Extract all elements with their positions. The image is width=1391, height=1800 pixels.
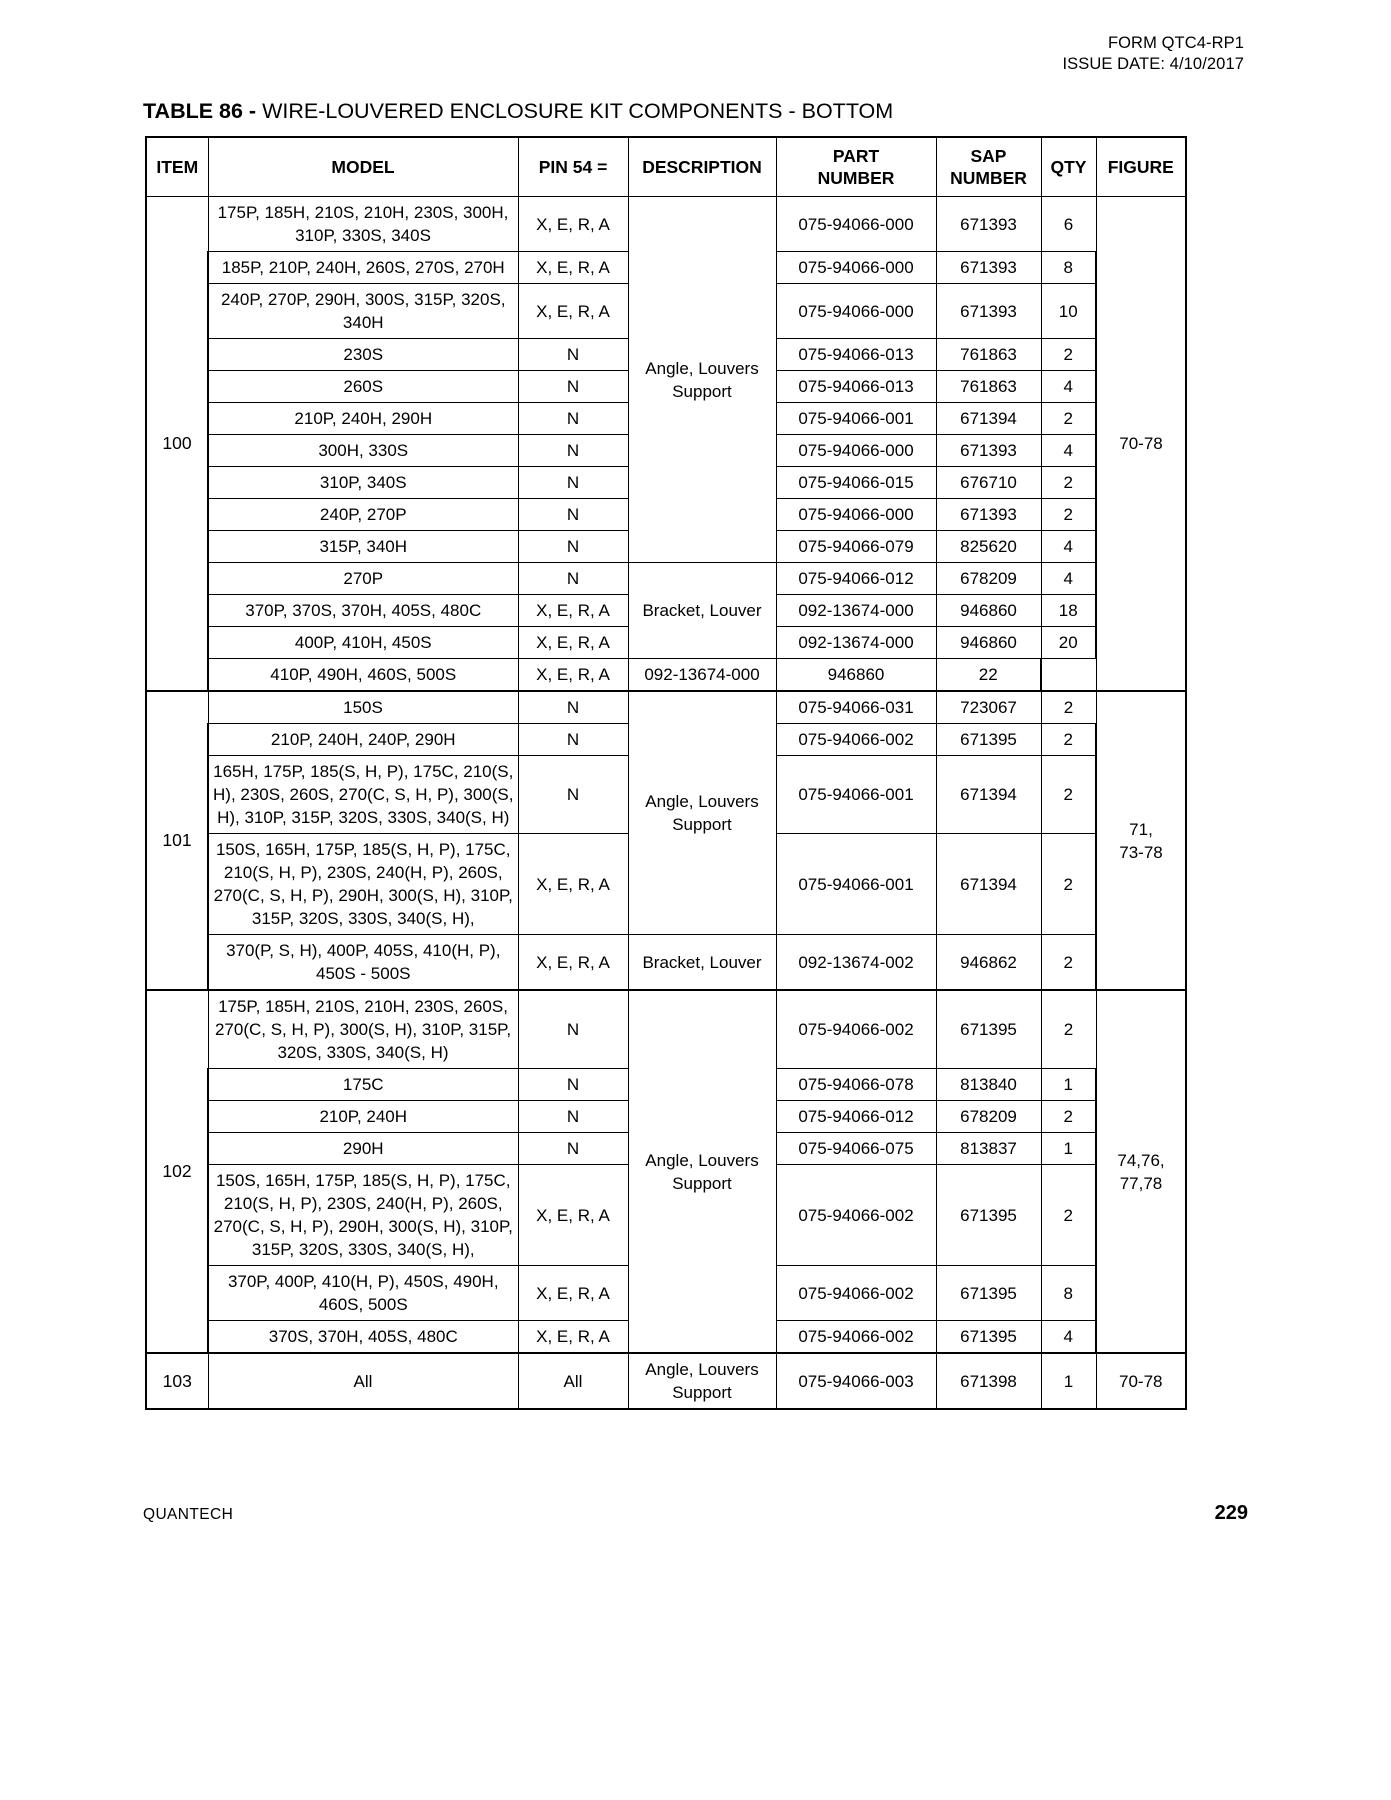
table-row: [146, 659, 1186, 692]
cell-pin54: X, E, R, A: [518, 1321, 628, 1354]
issue-date: ISSUE DATE: 4/10/2017: [1062, 55, 1244, 73]
table-row: [146, 197, 1186, 252]
cell-part-number: 075-94066-002: [776, 724, 936, 756]
cell-sap-number: 678209: [936, 1101, 1041, 1133]
cell-pin54: X, E, R, A: [518, 627, 628, 659]
cell-pin54: N: [518, 499, 628, 531]
column-header-qty: QTY: [1041, 137, 1096, 197]
cell-sap-number: 761863: [936, 339, 1041, 371]
cell-sap-number: 761863: [936, 371, 1041, 403]
cell-sap-number: 671395: [936, 724, 1041, 756]
form-number: FORM QTC4-RP1: [1107, 34, 1244, 52]
figure-line: 71,: [1129, 819, 1153, 839]
page-footer: [143, 1502, 1248, 1525]
parts-table: [145, 136, 1187, 1410]
figure-line: 70-78: [1119, 434, 1163, 453]
cell-sap-number: 676710: [936, 467, 1041, 499]
cell-model: 260S: [208, 371, 518, 403]
cell-model: 175C: [208, 1069, 518, 1101]
cell-part-number: 075-94066-003: [776, 1353, 936, 1409]
cell-part-number: 075-94066-015: [776, 467, 936, 499]
table-row: [146, 1353, 1186, 1409]
cell-model: 410P, 490H, 460S, 500S: [208, 659, 518, 692]
cell-sap-number: 671395: [936, 1266, 1041, 1321]
cell-item: 102: [146, 990, 208, 1353]
cell-qty: 8: [1041, 1266, 1096, 1321]
cell-sap-number: 671393: [936, 252, 1041, 284]
cell-sap-number: 946860: [936, 595, 1041, 627]
cell-part-number: 075-94066-000: [776, 284, 936, 339]
table-body: [146, 197, 1186, 1410]
cell-part-number: 075-94066-000: [776, 499, 936, 531]
cell-qty: 2: [1041, 467, 1096, 499]
cell-part-number: 075-94066-000: [776, 197, 936, 252]
cell-part-number: 075-94066-078: [776, 1069, 936, 1101]
cell-pin54: N: [518, 1133, 628, 1165]
cell-part-number: 075-94066-001: [776, 756, 936, 834]
cell-model: 300H, 330S: [208, 435, 518, 467]
cell-part-number: 075-94066-012: [776, 563, 936, 595]
cell-qty: 6: [1041, 197, 1096, 252]
cell-figure: [1096, 691, 1186, 990]
figure-line: 77,78: [1119, 1173, 1163, 1193]
cell-model: 210P, 240H, 240P, 290H: [208, 724, 518, 756]
cell-part-number: 075-94066-000: [776, 252, 936, 284]
cell-qty: 4: [1041, 435, 1096, 467]
document-header: [1062, 33, 1244, 75]
cell-sap-number: 671394: [936, 834, 1041, 935]
cell-model: 310P, 340S: [208, 467, 518, 499]
cell-pin54: All: [518, 1353, 628, 1409]
cell-model: 175P, 185H, 210S, 210H, 230S, 300H, 310P, 330S, 340S: [208, 197, 518, 252]
cell-qty: 2: [1041, 935, 1096, 991]
cell-sap-number: 825620: [936, 531, 1041, 563]
cell-pin54: N: [518, 339, 628, 371]
cell-sap-number: 671398: [936, 1353, 1041, 1409]
cell-figure: [1096, 1353, 1186, 1409]
table-header-row: [146, 137, 1186, 197]
parts-table-container: [145, 136, 1174, 1410]
cell-part-number: 092-13674-000: [776, 595, 936, 627]
cell-pin54: N: [518, 691, 628, 724]
cell-part-number: 092-13674-002: [776, 935, 936, 991]
cell-qty: 2: [1041, 339, 1096, 371]
cell-description: Bracket, Louver: [628, 563, 776, 659]
cell-pin54: X, E, R, A: [518, 659, 628, 692]
cell-model: 175P, 185H, 210S, 210H, 230S, 260S, 270(C, S, H, P), 300(S, H), 310P, 315P, 320S, 330S, 340(S, H): [208, 990, 518, 1069]
cell-model: 370P, 370S, 370H, 405S, 480C: [208, 595, 518, 627]
cell-pin54: X, E, R, A: [518, 252, 628, 284]
column-header-sap-line1: SAP: [970, 146, 1007, 166]
table-row: [146, 990, 1186, 1069]
table-row: [146, 563, 1186, 595]
footer-page-number: 229: [1214, 1502, 1248, 1524]
cell-model: 150S, 165H, 175P, 185(S, H, P), 175C, 210(S, H, P), 230S, 240(H, P), 260S, 270(C, S, H, P), 290H, 300(S, H), 310P, 315P, 320S, 330S, 340(S, H),: [208, 834, 518, 935]
cell-qty: 4: [1041, 1321, 1096, 1354]
cell-part-number: 075-94066-002: [776, 1165, 936, 1266]
cell-model: 290H: [208, 1133, 518, 1165]
cell-pin54: N: [518, 563, 628, 595]
cell-sap-number: 946860: [936, 627, 1041, 659]
cell-figure: [1096, 197, 1186, 692]
cell-item: 103: [146, 1353, 208, 1409]
column-header-model: MODEL: [208, 137, 518, 197]
cell-qty: 4: [1041, 563, 1096, 595]
cell-qty: 2: [1041, 834, 1096, 935]
cell-sap-number: 671395: [936, 1321, 1041, 1354]
cell-description: Angle, Louvers Support: [628, 1353, 776, 1409]
page-title: [143, 98, 893, 124]
cell-model: 150S, 165H, 175P, 185(S, H, P), 175C, 210(S, H, P), 230S, 240(H, P), 260S, 270(C, S, H, P), 290H, 300(S, H), 310P, 315P, 320S, 330S, 340(S, H),: [208, 1165, 518, 1266]
column-header-part-number: [776, 137, 936, 197]
cell-part-number: 092-13674-000: [628, 659, 776, 692]
cell-part-number: 075-94066-001: [776, 403, 936, 435]
cell-qty: 1: [1041, 1353, 1096, 1409]
cell-pin54: X, E, R, A: [518, 595, 628, 627]
cell-model: 270P: [208, 563, 518, 595]
cell-description: Angle, Louvers Support: [628, 197, 776, 563]
figure-line: 74,76,: [1117, 1150, 1165, 1170]
cell-model: 240P, 270P, 290H, 300S, 315P, 320S, 340H: [208, 284, 518, 339]
cell-part-number: 075-94066-031: [776, 691, 936, 724]
cell-pin54: N: [518, 531, 628, 563]
cell-pin54: X, E, R, A: [518, 935, 628, 991]
cell-sap-number: 671393: [936, 197, 1041, 252]
cell-model: 400P, 410H, 450S: [208, 627, 518, 659]
cell-qty: 10: [1041, 284, 1096, 339]
cell-description: Angle, Louvers Support: [628, 990, 776, 1353]
cell-model: 370P, 400P, 410(H, P), 450S, 490H, 460S, 500S: [208, 1266, 518, 1321]
cell-model: 370(P, S, H), 400P, 405S, 410(H, P), 450S - 500S: [208, 935, 518, 991]
cell-qty: 4: [1041, 371, 1096, 403]
table-row: [146, 935, 1186, 991]
cell-sap-number: 671393: [936, 435, 1041, 467]
cell-model: 230S: [208, 339, 518, 371]
cell-qty: 2: [1041, 499, 1096, 531]
column-header-pin54: PIN 54 =: [518, 137, 628, 197]
footer-company: QUANTECH: [143, 1506, 234, 1523]
column-header-description: DESCRIPTION: [628, 137, 776, 197]
cell-model: All: [208, 1353, 518, 1409]
cell-sap-number: 723067: [936, 691, 1041, 724]
cell-part-number: 075-94066-002: [776, 1321, 936, 1354]
cell-part-number: 075-94066-075: [776, 1133, 936, 1165]
cell-sap-number: 813840: [936, 1069, 1041, 1101]
cell-sap-number: 671393: [936, 499, 1041, 531]
figure-line: 73-78: [1119, 842, 1163, 862]
cell-model: 370S, 370H, 405S, 480C: [208, 1321, 518, 1354]
cell-pin54: N: [518, 371, 628, 403]
cell-sap-number: 671395: [936, 1165, 1041, 1266]
cell-qty: 2: [1041, 403, 1096, 435]
cell-pin54: N: [518, 1101, 628, 1133]
cell-pin54: X, E, R, A: [518, 1266, 628, 1321]
cell-model: 210P, 240H: [208, 1101, 518, 1133]
column-header-sap-number: [936, 137, 1041, 197]
cell-model: 150S: [208, 691, 518, 724]
cell-model: 315P, 340H: [208, 531, 518, 563]
cell-part-number: 092-13674-000: [776, 627, 936, 659]
cell-description: Angle, Louvers Support: [628, 691, 776, 935]
cell-pin54: X, E, R, A: [518, 834, 628, 935]
cell-part-number: 075-94066-079: [776, 531, 936, 563]
cell-item: 101: [146, 691, 208, 990]
cell-part-number: 075-94066-002: [776, 1266, 936, 1321]
table-number-label: TABLE 86 -: [143, 99, 263, 123]
cell-qty: 22: [936, 659, 1041, 692]
cell-qty: 8: [1041, 252, 1096, 284]
column-header-part-line2: NUMBER: [817, 168, 895, 188]
cell-model: 165H, 175P, 185(S, H, P), 175C, 210(S, H), 230S, 260S, 270(C, S, H, P), 300(S, H), 310P, 315P, 320S, 330S, 340(S, H): [208, 756, 518, 834]
table-header: [146, 137, 1186, 197]
cell-qty: 2: [1041, 990, 1096, 1069]
cell-qty: 4: [1041, 531, 1096, 563]
cell-part-number: 075-94066-002: [776, 990, 936, 1069]
cell-model: 240P, 270P: [208, 499, 518, 531]
cell-pin54: N: [518, 467, 628, 499]
column-header-sap-line2: NUMBER: [950, 168, 1027, 188]
cell-sap-number: 671394: [936, 756, 1041, 834]
column-header-part-line1: PART: [832, 146, 880, 166]
cell-part-number: 075-94066-001: [776, 834, 936, 935]
cell-qty: 2: [1041, 1101, 1096, 1133]
table-row: [146, 691, 1186, 724]
cell-pin54: X, E, R, A: [518, 284, 628, 339]
cell-item: 100: [146, 197, 208, 692]
cell-figure: [1096, 990, 1186, 1353]
cell-model: 185P, 210P, 240H, 260S, 270S, 270H: [208, 252, 518, 284]
cell-pin54: N: [518, 1069, 628, 1101]
cell-part-number: 075-94066-013: [776, 371, 936, 403]
cell-qty: 20: [1041, 627, 1096, 659]
cell-qty: 2: [1041, 756, 1096, 834]
cell-qty: 2: [1041, 691, 1096, 724]
cell-part-number: 075-94066-012: [776, 1101, 936, 1133]
cell-pin54: N: [518, 435, 628, 467]
cell-pin54: X, E, R, A: [518, 197, 628, 252]
cell-pin54: N: [518, 756, 628, 834]
cell-part-number: 075-94066-013: [776, 339, 936, 371]
cell-pin54: N: [518, 990, 628, 1069]
cell-pin54: N: [518, 724, 628, 756]
cell-qty: 18: [1041, 595, 1096, 627]
table-title-text: WIRE-LOUVERED ENCLOSURE KIT COMPONENTS - BOTTOM: [262, 99, 894, 123]
cell-sap-number: 671395: [936, 990, 1041, 1069]
cell-sap-number: 946862: [936, 935, 1041, 991]
cell-sap-number: 671393: [936, 284, 1041, 339]
cell-sap-number: 813837: [936, 1133, 1041, 1165]
cell-sap-number: 678209: [936, 563, 1041, 595]
cell-part-number: 075-94066-000: [776, 435, 936, 467]
cell-model: 210P, 240H, 290H: [208, 403, 518, 435]
column-header-figure: FIGURE: [1096, 137, 1186, 197]
cell-pin54: X, E, R, A: [518, 1165, 628, 1266]
cell-pin54: N: [518, 403, 628, 435]
cell-sap-number: 946860: [776, 659, 936, 692]
cell-qty: 2: [1041, 1165, 1096, 1266]
figure-line: 70-78: [1119, 1371, 1163, 1391]
cell-qty: 1: [1041, 1069, 1096, 1101]
cell-description: Bracket, Louver: [628, 935, 776, 991]
cell-sap-number: 671394: [936, 403, 1041, 435]
column-header-item: ITEM: [146, 137, 208, 197]
cell-qty: 1: [1041, 1133, 1096, 1165]
cell-qty: 2: [1041, 724, 1096, 756]
